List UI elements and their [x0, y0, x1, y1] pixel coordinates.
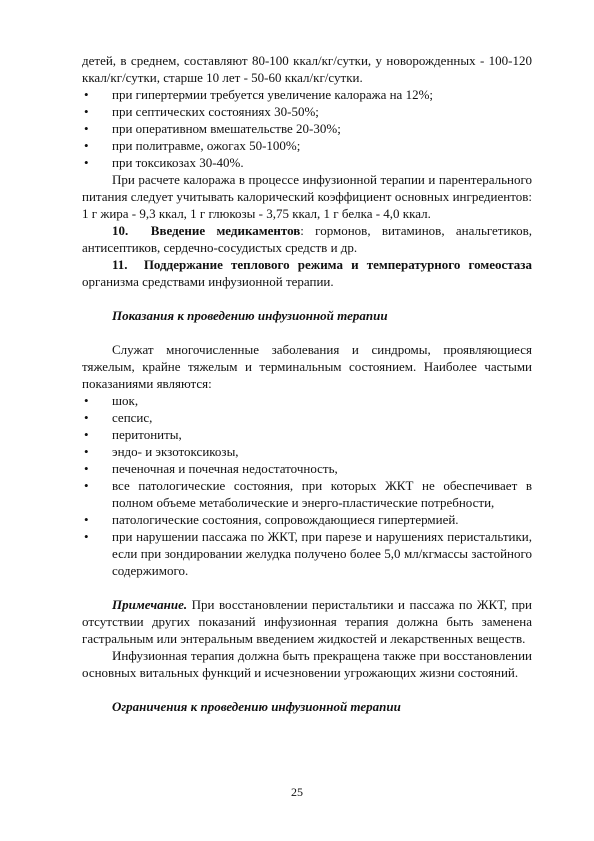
spacer: [82, 324, 532, 341]
list-item: • перитониты,: [84, 427, 182, 442]
item-11-paragraph: [82, 256, 532, 290]
item-10-number: 10.: [112, 223, 129, 238]
item-11-number: 11.: [112, 257, 128, 272]
indications-list: [82, 392, 532, 579]
bullet-icon: •: [84, 121, 89, 136]
list-item: • при нарушении пассажа по ЖКТ, при парезе и нарушениях перистальтики, если при зондировании желудка получено более 5,0 мл/кгмассы застойного содержимого.: [84, 529, 532, 578]
bullet-icon: •: [84, 529, 89, 544]
indications-heading: Показания к проведению инфузионной терапии: [112, 308, 388, 323]
bullet-icon: •: [84, 87, 89, 102]
item-10-text: : гормонов, витаминов, анальгетиков, антисептиков, сердечно-сосудистых средств и др.: [82, 223, 532, 255]
bullet-icon: •: [84, 478, 89, 493]
item-10-title: Введение медикаментов: [150, 223, 301, 238]
coefficient-paragraph: При расчете калоража в процессе инфузионной терапии и парентерального питания следует учитывать калорический коэффициент основных ингредиентов: 1 г жира - 9,3 ккал, 1 г глюкозы - 3,75 ккал, 1 г белка - 4,0 ккал.: [82, 172, 532, 221]
bullet-icon: •: [84, 461, 89, 476]
page-number: 25: [291, 785, 303, 799]
list-item: • сепсис,: [84, 410, 153, 425]
calorie-list: [82, 86, 532, 171]
bullet-icon: •: [84, 155, 89, 170]
list-item: • все патологические состояния, при которых ЖКТ не обеспечивает в полном объеме метаболические и энерго-пластические потребности,: [84, 478, 532, 510]
list-item: • патологические состояния, сопровождающиеся гипертермией.: [84, 512, 459, 527]
item-10-paragraph: [82, 222, 532, 256]
spacer: [82, 681, 532, 698]
spacer: [82, 290, 532, 307]
list-item: • шок,: [84, 393, 139, 408]
spacer: [82, 579, 532, 596]
bullet-icon: •: [84, 427, 89, 442]
list-item: • при гипертермии требуется увеличение калоража на 12%;: [84, 87, 434, 102]
bullet-icon: •: [84, 393, 89, 408]
bullet-icon: •: [84, 410, 89, 425]
list-item: • эндо- и экзотоксикозы,: [84, 444, 239, 459]
stop-paragraph: Инфузионная терапия должна быть прекращена также при восстановлении основных витальных функций и исчезновении угрожающих жизни состояний.: [82, 648, 532, 680]
list-item: • при септических состояниях 30-50%;: [84, 104, 319, 119]
intro-paragraph: детей, в среднем, составляют 80-100 ккал/кг/сутки, у новорожденных - 100-120 ккал/кг/сутки, старше 10 лет - 50-60 ккал/кг/сутки.: [82, 53, 532, 85]
list-item: • при оперативном вмешательстве 20-30%;: [84, 121, 341, 136]
note-paragraph: [82, 596, 532, 647]
limits-heading: Ограничения к проведению инфузионной терапии: [112, 699, 401, 714]
bullet-icon: •: [84, 444, 89, 459]
item-11-title: Поддержание теплового режима и температурного гомеостаза: [143, 257, 533, 272]
list-item: • при токсикозах 30-40%.: [84, 155, 244, 170]
bullet-icon: •: [84, 104, 89, 119]
list-item: • при политравме, ожогах 50-100%;: [84, 138, 301, 153]
note-text: При восстановлении перистальтики и пассажа по ЖКТ, при отсутствии других показаний инфузионная терапия должна быть заменена гастральным или энтеральным введением жидкостей и лекарственных веществ.: [82, 597, 532, 646]
indications-intro: Служат многочисленные заболевания и синдромы, проявляющиеся тяжелым, крайне тяжелым и терминальным состоянием. Наиболее частыми показаниями являются:: [82, 342, 532, 391]
list-item: • печеночная и почечная недостаточность,: [84, 461, 338, 476]
note-label: Примечание.: [112, 597, 188, 612]
bullet-icon: •: [84, 512, 89, 527]
bullet-icon: •: [84, 138, 89, 153]
item-11-text: организма средствами инфузионной терапии.: [82, 274, 334, 289]
